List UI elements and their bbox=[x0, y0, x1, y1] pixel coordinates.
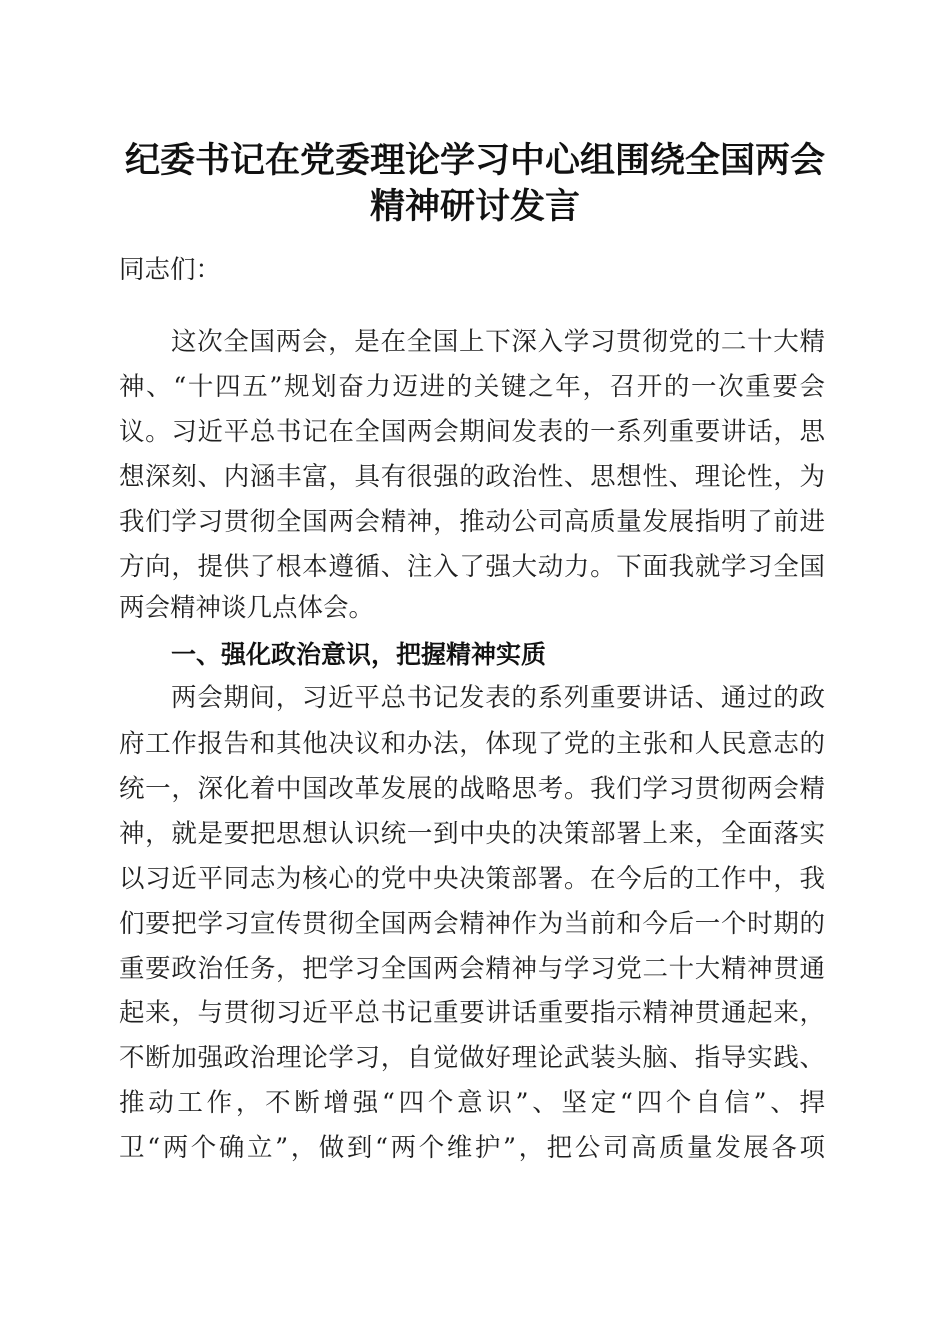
document-title-line-2: 精神研讨发言 bbox=[369, 187, 580, 227]
paragraph-1-line: 方向，提供了根本遵循、注入了强大动力。下面我就学习全国 bbox=[119, 552, 825, 582]
paragraph-1-line: 两会精神谈几点体会。 bbox=[119, 593, 375, 623]
paragraph-2-line: 不断加强政治理论学习，自觉做好理论武装头脑、指导实践、 bbox=[119, 1043, 825, 1073]
paragraph-1-line: 想深刻、内涵丰富，具有很强的政治性、思想性、理论性，为 bbox=[119, 462, 825, 492]
paragraph-1-line: 我们学习贯彻全国两会精神，推动公司高质量发展指明了前进 bbox=[119, 507, 825, 537]
document-title-line-1: 纪委书记在党委理论学习中心组围绕全国两会 bbox=[124, 141, 825, 181]
paragraph-2-line: 统一，深化着中国改革发展的战略思考。我们学习贯彻两会精 bbox=[119, 774, 825, 804]
paragraph-2-line: 两会期间，习近平总书记发表的系列重要讲话、通过的政 bbox=[171, 683, 825, 713]
paragraph-1-line: 议。习近平总书记在全国两会期间发表的一系列重要讲话，思 bbox=[119, 417, 825, 447]
paragraph-2-line: 重要政治任务，把学习全国两会精神与学习党二十大精神贯通 bbox=[119, 954, 825, 984]
paragraph-2-line: 神，就是要把思想认识统一到中央的决策部署上来，全面落实 bbox=[119, 819, 825, 849]
paragraph-1-line: 这次全国两会，是在全国上下深入学习贯彻党的二十大精 bbox=[171, 327, 825, 357]
paragraph-2-line: 们要把学习宣传贯彻全国两会精神作为当前和今后一个时期的 bbox=[119, 909, 825, 939]
paragraph-2-line: 起来，与贯彻习近平总书记重要讲话重要指示精神贯通起来， bbox=[119, 998, 825, 1028]
paragraph-2-line: 推动工作，不断增强“四个意识”、坚定“四个自信”、捍 bbox=[119, 1088, 825, 1118]
salutation: 同志们： bbox=[119, 255, 222, 285]
section-heading-1: 一、强化政治意识，把握精神实质 bbox=[171, 640, 547, 669]
paragraph-2-line: 卫“两个确立”，做到“两个维护”，把公司高质量发展各项 bbox=[119, 1133, 825, 1163]
paragraph-2-line: 府工作报告和其他决议和办法，体现了党的主张和人民意志的 bbox=[119, 729, 825, 759]
paragraph-1-line: 神、“十四五”规划奋力迈进的关键之年，召开的一次重要会 bbox=[119, 372, 825, 402]
paragraph-2-line: 以习近平同志为核心的党中央决策部署。在今后的工作中，我 bbox=[119, 864, 825, 894]
